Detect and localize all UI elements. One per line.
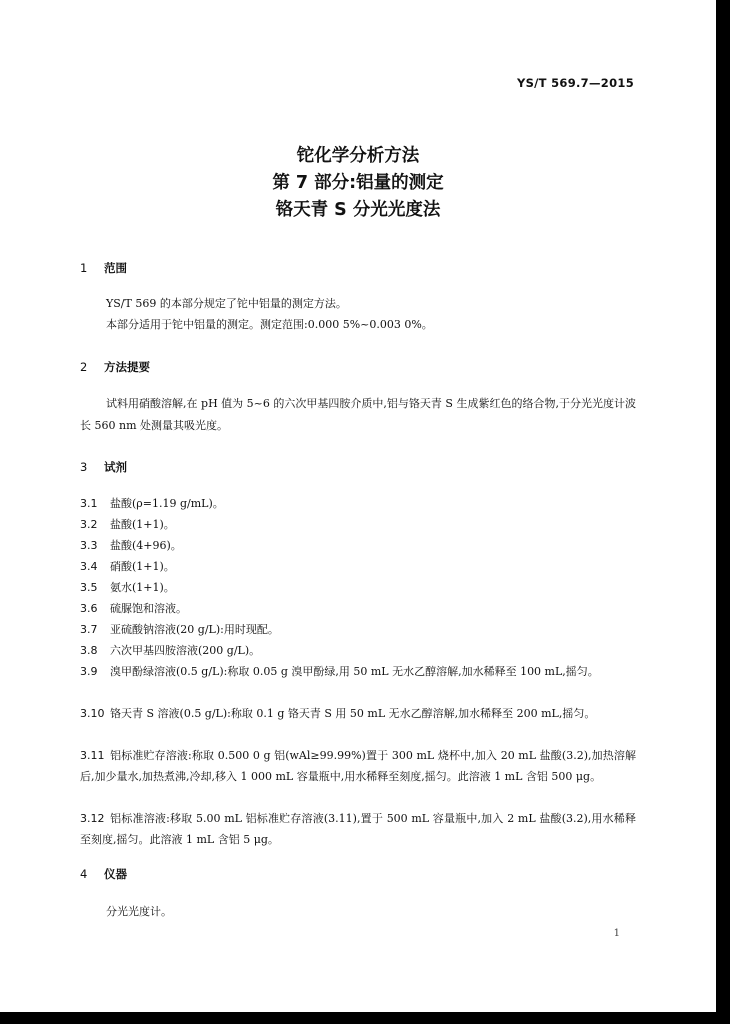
section-heading-reagents bbox=[80, 459, 127, 475]
reagent-item bbox=[80, 557, 636, 578]
section-number: 4 bbox=[80, 867, 88, 881]
reagent-number: 3.2 bbox=[80, 518, 98, 531]
title-line-3: 铬天青 S 分光光度法 bbox=[275, 200, 441, 220]
reagent-item bbox=[80, 809, 636, 850]
reagent-item bbox=[80, 641, 636, 662]
reagent-number: 3.4 bbox=[80, 560, 98, 573]
reagent-text: 盐酸(ρ=1.19 g/mL)。 bbox=[110, 497, 224, 510]
scope-paragraph-1 bbox=[80, 293, 636, 315]
instrument-text: 分光光度计。 bbox=[106, 905, 172, 918]
reagent-number: 3.8 bbox=[80, 644, 98, 657]
reagent-number: 3.9 bbox=[80, 665, 98, 678]
reagent-number: 3.6 bbox=[80, 602, 98, 615]
section-number: 1 bbox=[80, 261, 88, 275]
scope-text: 本部分适用于铊中铝量的测定。测定范围:0.000 5%~0.003 0%。 bbox=[106, 318, 433, 331]
section-title: 仪器 bbox=[104, 867, 127, 881]
reagent-text: 铝标准贮存溶液:称取 0.500 0 g 铝(wAl≥99.99%)置于 300 mL 烧杯中,加入 20 mL 盐酸(3.2),加热溶解后,加少量水,加热煮沸,冷却,移入 1 000 mL 容量瓶中,用水稀释至刻度,摇匀。此溶液 1 mL 含铝 500 μg。 bbox=[80, 749, 636, 783]
section-title: 试剂 bbox=[104, 460, 127, 474]
title-line-1: 铊化学分析方法 bbox=[296, 146, 420, 166]
section-heading-instrument bbox=[80, 866, 127, 882]
reagent-text: 盐酸(4+96)。 bbox=[110, 539, 182, 552]
reagent-text: 硝酸(1+1)。 bbox=[110, 560, 175, 573]
scope-text: YS/T 569 的本部分规定了铊中铝量的测定方法。 bbox=[106, 297, 347, 310]
reagent-text: 亚硫酸钠溶液(20 g/L):用时现配。 bbox=[110, 623, 279, 636]
principle-paragraph: 试料用硝酸溶解,在 pH 值为 5~6 的六次甲基四胺介质中,铝与铬天青 S 生成紫红色的络合物,于分光光度计波长 560 nm 处测量其吸光度。 bbox=[80, 397, 636, 432]
instrument-paragraph bbox=[80, 901, 636, 923]
reagent-item bbox=[80, 662, 636, 683]
reagent-text: 溴甲酚绿溶液(0.5 g/L):称取 0.05 g 溴甲酚绿,用 50 mL 无水乙醇溶解,加水稀释至 100 mL,摇匀。 bbox=[110, 665, 599, 678]
section-title: 方法提要 bbox=[104, 360, 150, 374]
reagent-text: 氨水(1+1)。 bbox=[110, 581, 175, 594]
reagent-item bbox=[80, 599, 636, 620]
reagent-item bbox=[80, 494, 636, 515]
reagent-number: 3.3 bbox=[80, 539, 98, 552]
reagent-item bbox=[80, 536, 636, 557]
section-title: 范围 bbox=[104, 261, 127, 275]
standard-code: YS/T 569.7—2015 bbox=[516, 76, 634, 90]
scope-paragraph-2 bbox=[80, 314, 636, 336]
reagent-number: 3.10 bbox=[80, 707, 105, 720]
reagent-text: 盐酸(1+1)。 bbox=[110, 518, 175, 531]
reagent-number: 3.11 bbox=[80, 749, 105, 762]
reagent-number: 3.5 bbox=[80, 581, 98, 594]
section-number: 3 bbox=[80, 460, 88, 474]
reagent-item bbox=[80, 620, 636, 641]
reagent-item bbox=[80, 515, 636, 536]
reagent-item bbox=[80, 746, 636, 787]
reagent-number: 3.7 bbox=[80, 623, 98, 636]
reagent-item bbox=[80, 704, 636, 725]
reagent-text: 铬天青 S 溶液(0.5 g/L):称取 0.1 g 铬天青 S 用 50 mL 无水乙醇溶解,加水稀释至 200 mL,摇匀。 bbox=[110, 707, 596, 720]
reagent-text: 六次甲基四胺溶液(200 g/L)。 bbox=[110, 644, 261, 657]
section-heading-scope bbox=[80, 260, 127, 276]
reagent-number: 3.1 bbox=[80, 497, 98, 510]
reagent-item bbox=[80, 578, 636, 599]
section-number: 2 bbox=[80, 360, 88, 374]
reagent-text: 硫脲饱和溶液。 bbox=[110, 602, 187, 615]
reagent-number: 3.12 bbox=[80, 812, 105, 825]
reagent-text: 铝标准溶液:移取 5.00 mL 铝标准贮存溶液(3.11),置于 500 mL 容量瓶中,加入 2 mL 盐酸(3.2),用水稀释至刻度,摇匀。此溶液 1 mL 含铝 5 μg。 bbox=[80, 812, 636, 846]
title-line-2: 第 7 部分:铝量的测定 bbox=[272, 173, 444, 193]
section-heading-principle bbox=[80, 359, 150, 375]
page-number: 1 bbox=[613, 928, 620, 939]
